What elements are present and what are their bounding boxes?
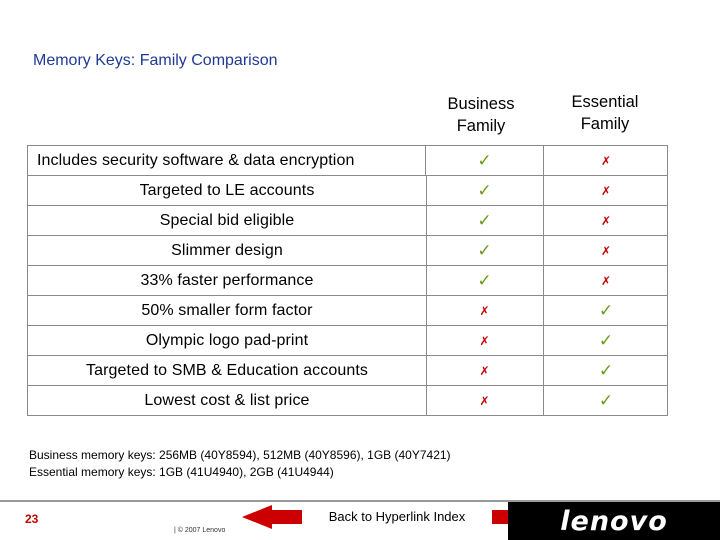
feature-cell: 33% faster performance <box>28 266 427 295</box>
business-keys-note: Business memory keys: 256MB (40Y8594), 512MB (40Y8596), 1GB (40Y7421) <box>29 448 451 462</box>
logo-text: lenovo <box>560 505 668 537</box>
cross-icon: ✗ <box>600 153 612 168</box>
back-link-label[interactable]: Back to Hyperlink Index <box>302 508 492 526</box>
feature-cell: Lowest cost & list price <box>28 386 427 415</box>
check-icon: ✓ <box>477 180 492 200</box>
column-header-essential <box>545 91 665 135</box>
business-cell <box>426 386 544 415</box>
check-icon: ✓ <box>598 330 614 350</box>
table-row <box>27 205 668 235</box>
page-number: 23 <box>25 512 39 526</box>
essential-cell <box>543 206 669 235</box>
essential-cell <box>543 296 669 325</box>
table-row <box>27 235 668 265</box>
check-icon: ✓ <box>477 150 492 170</box>
lenovo-logo <box>508 502 720 540</box>
essential-cell <box>543 146 669 175</box>
feature-cell: Targeted to SMB & Education accounts <box>28 356 427 385</box>
check-icon: ✓ <box>598 390 614 410</box>
column-header-business-line1: Business <box>447 95 515 113</box>
feature-cell: Slimmer design <box>28 236 427 265</box>
table-row <box>27 295 668 325</box>
essential-cell <box>543 356 669 385</box>
essential-cell <box>543 386 669 415</box>
business-cell <box>426 236 544 265</box>
column-header-essential-line1: Essential <box>571 93 639 111</box>
business-cell <box>426 326 544 355</box>
column-header-business <box>421 93 541 137</box>
check-icon: ✓ <box>598 300 614 320</box>
business-cell <box>426 176 544 205</box>
comparison-table <box>27 145 668 416</box>
essential-cell <box>543 266 669 295</box>
cross-icon: ✗ <box>600 273 612 288</box>
feature-cell: Targeted to LE accounts <box>28 176 427 205</box>
table-row <box>27 325 668 355</box>
check-icon: ✓ <box>477 240 492 260</box>
table-row <box>27 385 668 416</box>
check-icon: ✓ <box>598 360 614 380</box>
cross-icon: ✗ <box>479 393 490 408</box>
back-to-index-link[interactable] <box>242 505 514 529</box>
essential-cell <box>543 176 669 205</box>
cross-icon: ✗ <box>600 243 612 258</box>
column-header-business-line2: Family <box>456 117 506 135</box>
column-header-essential-line2: Family <box>580 115 630 133</box>
feature-cell: Olympic logo pad-print <box>28 326 427 355</box>
table-row <box>27 145 668 175</box>
check-icon: ✓ <box>477 210 492 230</box>
table-row <box>27 355 668 385</box>
essential-cell <box>543 236 669 265</box>
business-cell <box>426 296 544 325</box>
cross-icon: ✗ <box>479 333 490 348</box>
check-icon: ✓ <box>477 270 492 290</box>
cross-icon: ✗ <box>479 363 490 378</box>
cross-icon: ✗ <box>479 303 490 318</box>
essential-cell <box>543 326 669 355</box>
business-cell <box>426 206 544 235</box>
cross-icon: ✗ <box>600 213 612 228</box>
footnotes <box>29 447 451 481</box>
feature-cell: Includes security software & data encryption <box>28 146 426 175</box>
business-cell <box>426 146 544 175</box>
page-title: Memory Keys: Family Comparison <box>33 52 278 69</box>
business-cell <box>426 356 544 385</box>
table-row <box>27 265 668 295</box>
cross-icon: ✗ <box>600 183 612 198</box>
essential-keys-note: Essential memory keys: 1GB (41U4940), 2GB (41U4944) <box>29 465 334 479</box>
copyright-text: | © 2007 Lenovo <box>174 527 226 534</box>
business-cell <box>426 266 544 295</box>
feature-cell: Special bid eligible <box>28 206 427 235</box>
left-arrow-icon <box>242 505 272 529</box>
feature-cell: 50% smaller form factor <box>28 296 427 325</box>
table-row <box>27 175 668 205</box>
